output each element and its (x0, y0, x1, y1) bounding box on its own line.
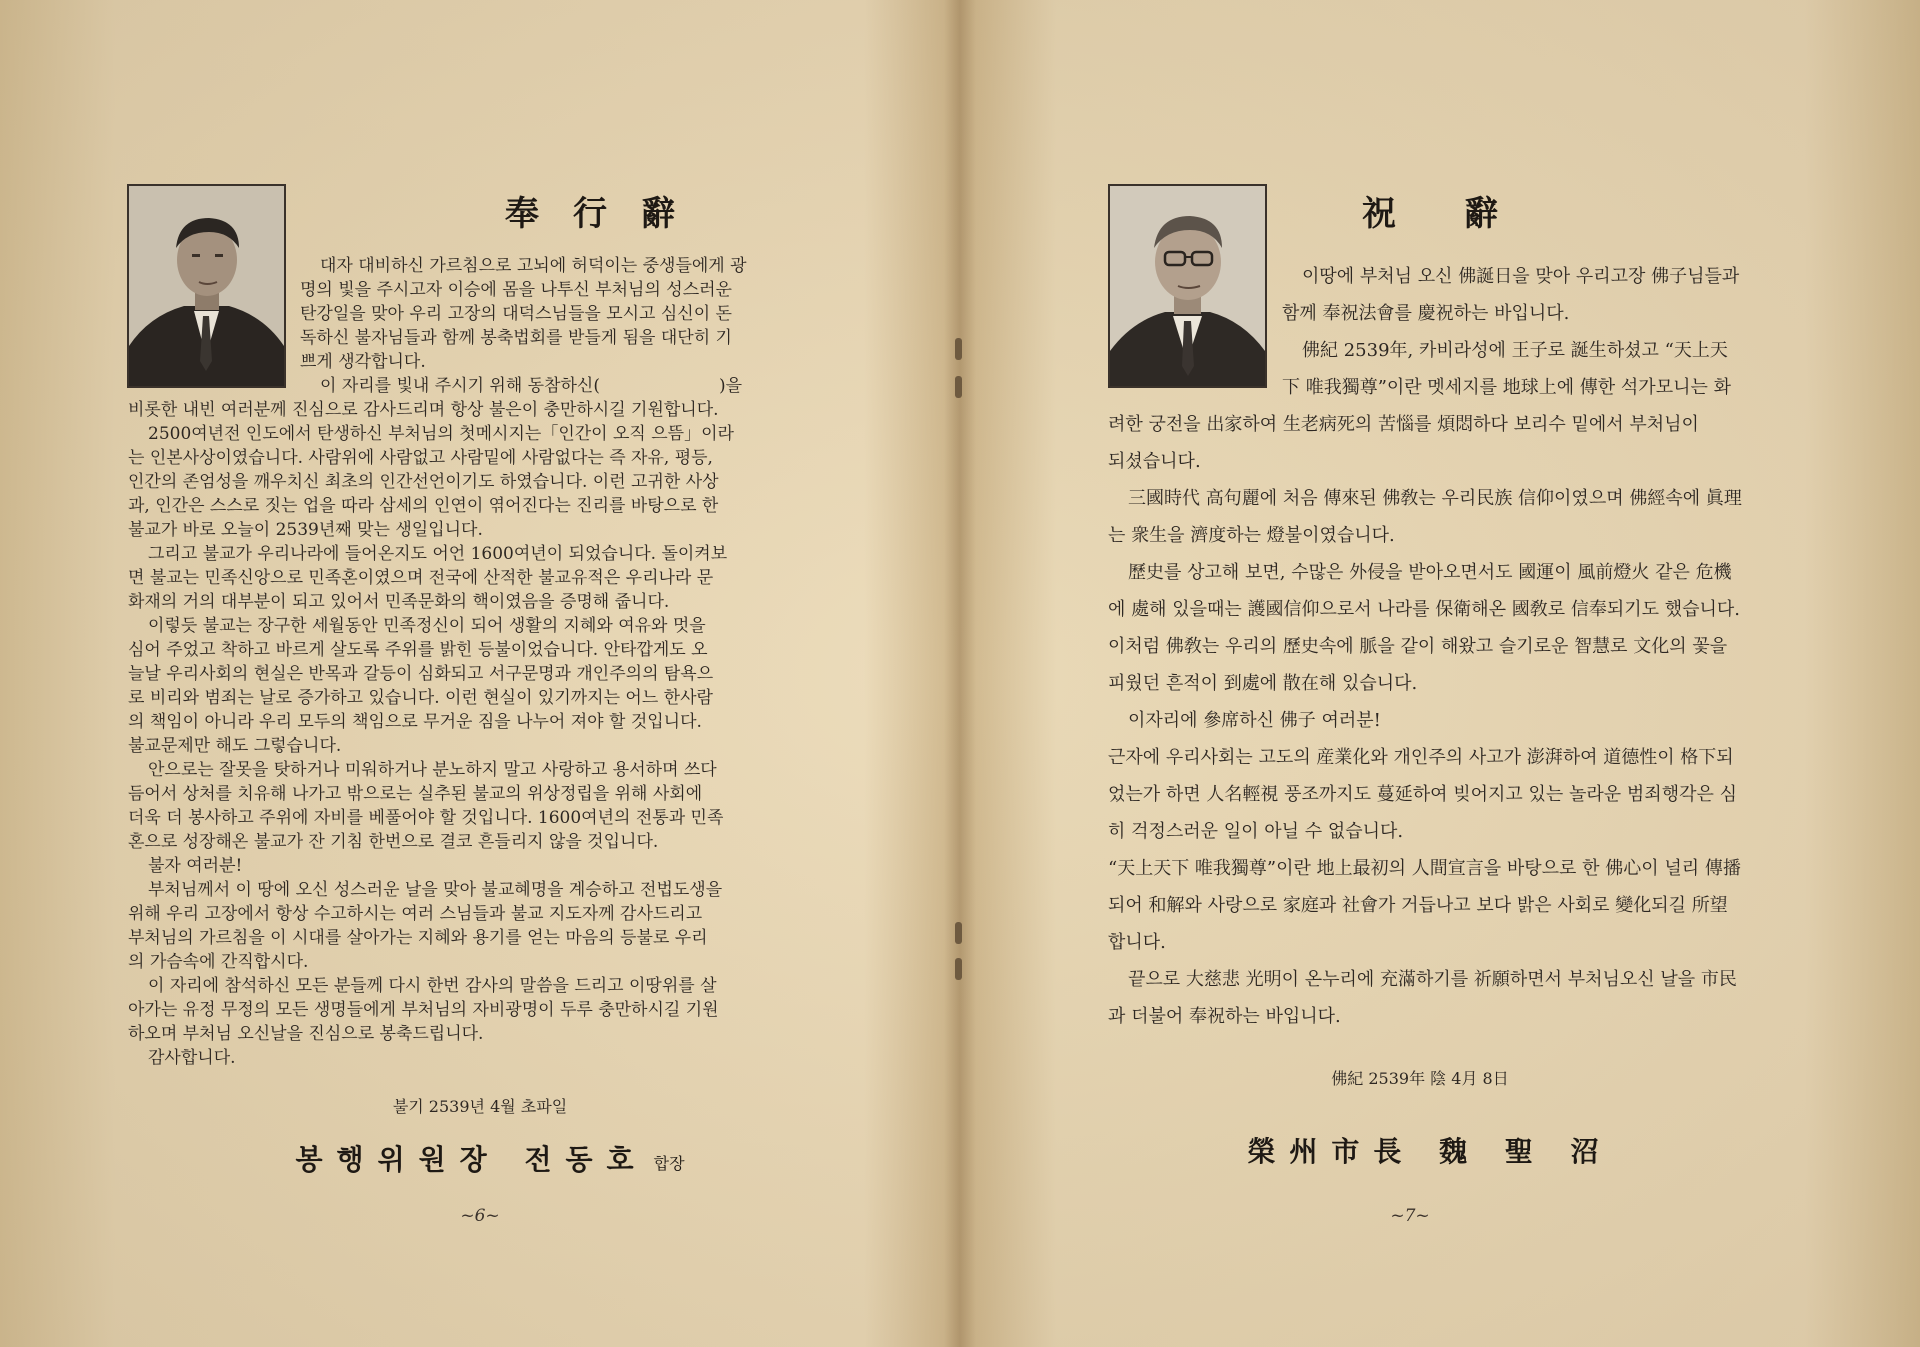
intro-paragraph (300, 254, 830, 398)
text-line: 안으로는 잘못을 탓하거나 미워하거나 분노하지 말고 사랑하고 용서하며 쓰다 (148, 760, 717, 780)
text-line: 듬어서 상처를 치유해 나가고 밖으로는 실추된 불교의 위상정립을 위해 사회에 (128, 784, 703, 804)
text-line: 비롯한 내빈 여러분께 진심으로 감사드리며 항상 불은이 충만하시길 기원합니다. (128, 400, 719, 420)
text-line: 과, 인간은 스스로 짓는 업을 따라 삼세의 인연이 엮어진다는 진리를 바탕으로 한 (128, 496, 719, 516)
text-line: 려한 궁전을 出家하여 生老病死의 苦惱를 煩悶하다 보리수 밑에서 부처님이 (1108, 414, 1699, 435)
text-line: 아가는 유정 무정의 모든 생명들에게 부처님의 자비광명이 두루 충만하시길 기원 (128, 1000, 719, 1020)
signature-name: 봉행위원장 전동호 (295, 1143, 648, 1176)
text-line: 이처럼 佛敎는 우리의 歷史속에 脈을 같이 해왔고 슬기로운 智慧로 文化의 꽃을 (1108, 636, 1728, 657)
intro-paragraph (1282, 258, 1772, 406)
text-line: 심어 주었고 착하고 바르게 살도록 주위를 밝힌 등불이었습니다. 안타깝게도 오 (128, 640, 708, 660)
text-line: 불교문제만 해도 그렇습니다. (128, 736, 342, 756)
portrait-photo (127, 184, 286, 388)
date-line: 佛紀 2539年 陰 4月 8日 (1331, 1069, 1509, 1088)
text-line: 에 處해 있을때는 護國信仰으로서 나라를 保衛해온 國敎로 信奉되기도 했습니다. (1108, 599, 1741, 620)
text-line: 三國時代 高句麗에 처음 傳來된 佛敎는 우리民族 信仰이였으며 佛經속에 眞理 (1128, 488, 1742, 509)
text-line: 는 衆生을 濟度하는 燈불이였습니다. (1108, 525, 1395, 546)
text-line: 혼으로 성장해온 불교가 잔 기침 한번으로 결코 흔들리지 않을 것입니다. (128, 832, 659, 852)
text-line: 위해 우리 고장에서 항상 수고하시는 여러 스님들과 불교 지도자께 감사드리고 (128, 904, 703, 924)
text-line: 下 唯我獨尊”이란 멧세지를 地球上에 傳한 석가모니는 화 (1282, 377, 1731, 398)
text-line: 었는가 하면 人名輕視 풍조까지도 蔓延하여 빚어지고 있는 놀라운 범죄행각은 심 (1108, 784, 1737, 805)
text-line: 2500여년전 인도에서 탄생하신 부처님의 첫메시지는「인간이 오직 으뜸」이라 (148, 424, 734, 444)
text-line: “天上天下 唯我獨尊”이란 地上最初의 人間宣言을 바탕으로 한 佛心이 널리 傳播 (1108, 858, 1741, 879)
text-line: 불교가 바로 오늘이 2539년째 맞는 생일입니다. (128, 520, 483, 540)
text-line: 쁘게 생각합니다. (300, 352, 426, 372)
text-line: 이자리에 參席하신 佛子 여러분! (1128, 710, 1381, 731)
main-body (128, 398, 832, 1070)
text-line: 인간의 존엄성을 깨우치신 최초의 인간선언이기도 하였습니다. 이런 고귀한 사상 (128, 472, 719, 492)
text-line: 歷史를 상고해 보면, 수많은 外侵을 받아오면서도 國運이 風前燈火 같은 危機 (1128, 562, 1732, 583)
text-line: 이 자리를 빛내 주시기 위해 동참하신( )을 (320, 376, 743, 396)
text-line: 佛紀 2539年, 카비라성에 王子로 誕生하셨고 “天上天 (1302, 340, 1728, 361)
text-line: 끝으로 大慈悲 光明이 온누리에 充滿하기를 祈願하면서 부처님오신 날을 市民 (1128, 969, 1737, 990)
text-line: 로 비리와 범죄는 날로 증가하고 있습니다. 이런 현실이 있기까지는 어느 한사람 (128, 688, 713, 708)
portrait-photo-image (1110, 186, 1265, 386)
text-line: 하오며 부처님 오신날을 진심으로 봉축드립니다. (128, 1024, 484, 1044)
text-line: 탄강일을 맞아 우리 고장의 대덕스님들을 모시고 심신이 돈 (300, 304, 732, 324)
main-body (1108, 406, 1778, 1035)
text-line: 부처님께서 이 땅에 오신 성스러운 날을 맞아 불교혜명을 계승하고 전법도생을 (148, 880, 723, 900)
text-line: 그리고 불교가 우리나라에 들어온지도 어언 1600여년이 되었습니다. 돌이켜보 (148, 544, 728, 564)
signature-suffix: 합장 (653, 1154, 685, 1173)
text-line: 이땅에 부처님 오신 佛誕日을 맞아 우리고장 佛子님들과 (1302, 266, 1740, 287)
text-line: 근자에 우리사회는 고도의 産業化와 개인주의 사고가 澎湃하여 道德性이 格下되 (1108, 747, 1734, 768)
text-line: 의 책임이 아니라 우리 모두의 책임으로 무거운 짐을 나누어 져야 할 것입니다. (128, 712, 702, 732)
text-line: 되어 和解와 사랑으로 家庭과 社會가 거듭나고 보다 밝은 사회로 變化되길 所望 (1108, 895, 1728, 916)
text-line: 감사합니다. (148, 1048, 236, 1068)
text-line: 면 불교는 민족신앙으로 민족혼이였으며 전국에 산적한 불교유적은 우리나라 문 (128, 568, 714, 588)
text-line: 합니다. (1108, 932, 1166, 953)
page-number: ~6~ (460, 1206, 500, 1226)
portrait-photo-image (129, 186, 284, 386)
page-number: ~7~ (1390, 1206, 1430, 1226)
signature (250, 1138, 730, 1178)
portrait-photo (1108, 184, 1267, 388)
text-line: 과 더불어 奉祝하는 바입니다. (1108, 1006, 1341, 1027)
text-line: 불자 여러분! (148, 856, 243, 876)
text-line: 대자 대비하신 가르침으로 고뇌에 허덕이는 중생들에게 광 (320, 256, 747, 276)
text-line: 피웠던 흔적이 到處에 散在해 있습니다. (1108, 673, 1418, 694)
page-title: 祝 辭 (1362, 194, 1498, 234)
signature: 榮州市長 魏 聖 沼 (1247, 1135, 1613, 1168)
text-line: 의 가슴속에 간직합시다. (128, 952, 309, 972)
text-line: 더욱 더 봉사하고 주위에 자비를 베풀어야 할 것입니다. 1600여년의 전통과 민족 (128, 808, 724, 828)
text-line: 명의 빛을 주시고자 이승에 몸을 나투신 부처님의 성스러운 (300, 280, 732, 300)
text-line: 화재의 거의 대부분이 되고 있어서 민족문화의 핵이였음을 증명해 줍니다. (128, 592, 670, 612)
right-page (960, 0, 1920, 1347)
text-line: 이렇듯 불교는 장구한 세월동안 민족정신이 되어 생활의 지혜와 여유와 멋을 (148, 616, 706, 636)
text-line: 되셨습니다. (1108, 451, 1201, 472)
date-line: 불기 2539년 4월 초파일 (392, 1097, 568, 1116)
text-line: 는 인본사상이였습니다. 사람위에 사람없고 사람밑에 사람없다는 즉 자유, 평등, (128, 448, 713, 468)
page-title: 奉 行 辭 (505, 194, 675, 234)
text-line: 늘날 우리사회의 현실은 반목과 갈등이 심화되고 서구문명과 개인주의의 탐욕으 (128, 664, 714, 684)
text-line: 이 자리에 참석하신 모든 분들께 다시 한번 감사의 말씀을 드리고 이땅위를 살 (148, 976, 717, 996)
text-line: 함께 奉祝法會를 慶祝하는 바입니다. (1282, 303, 1570, 324)
text-line: 부처님의 가르침을 이 시대를 살아가는 지혜와 용기를 얻는 마음의 등불로 우리 (128, 928, 708, 948)
text-line: 히 걱정스러운 일이 아닐 수 없습니다. (1108, 821, 1404, 842)
text-line: 독하신 불자님들과 함께 봉축법회를 받들게 됨을 대단히 기 (300, 328, 732, 348)
